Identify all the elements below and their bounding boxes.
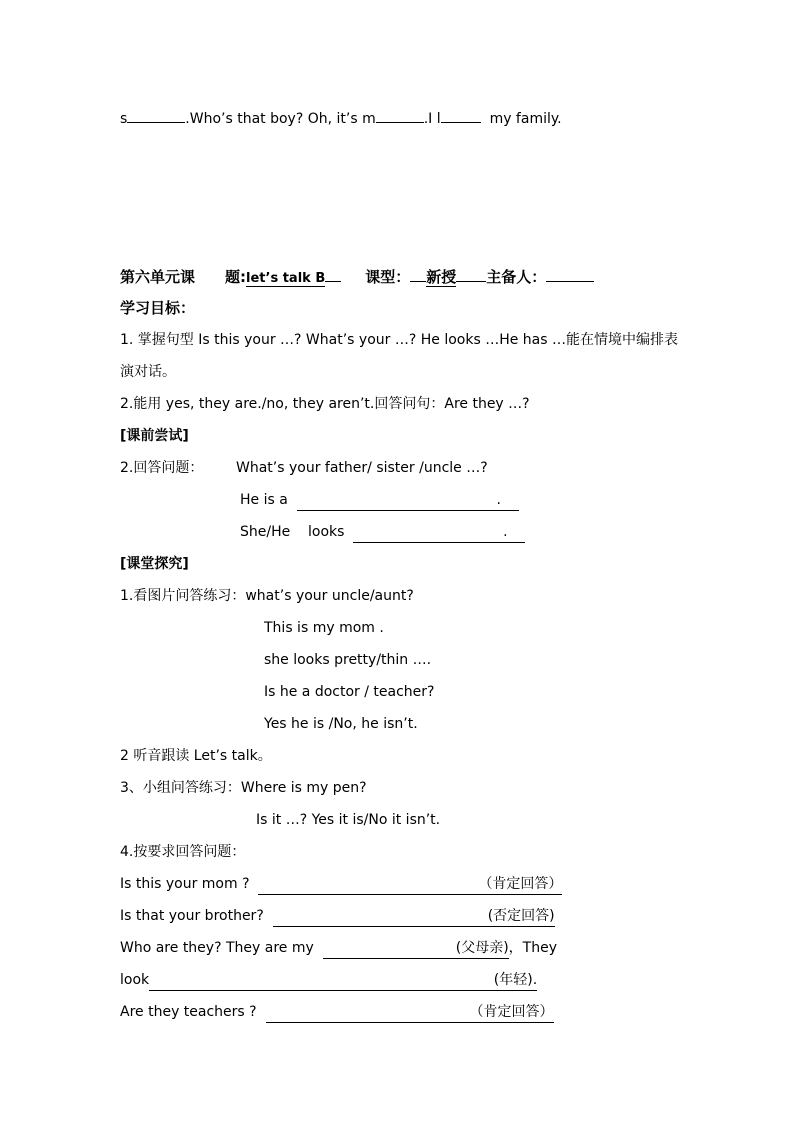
q3-hint: (父母亲) — [455, 940, 509, 956]
q2-text: Is that your brother? — [120, 908, 264, 924]
top-prefix: s — [120, 111, 128, 127]
blank[interactable] — [441, 107, 481, 123]
explore-item-1-label: 1.看图片问答练习： — [120, 588, 246, 604]
topic-value: let’s talk B — [246, 271, 326, 286]
explore-heading: [课堂探究] — [120, 556, 189, 572]
q1-text: Is this your mom ? — [120, 876, 250, 892]
period: . — [503, 524, 508, 540]
explore-item-2: 2 听音跟读 Let’s talk。 — [120, 748, 272, 764]
q3b-hint: (年轻). — [493, 972, 538, 988]
explore-item-1-question: what’s your uncle/aunt? — [245, 588, 414, 604]
answer-line-2 — [240, 522, 525, 543]
explore-item-3 — [120, 778, 367, 798]
period: . — [496, 492, 501, 508]
q3-after: ，They — [508, 940, 557, 956]
q3-text: Who are they? They are my — [120, 940, 314, 956]
explore-item-1 — [120, 586, 414, 606]
q1-hint: （肯定回答） — [478, 876, 563, 892]
top-mid2: .I l — [423, 111, 441, 127]
topic-label: 题: — [225, 268, 247, 286]
blank — [410, 266, 426, 282]
exercise-q1 — [120, 874, 562, 895]
top-fill-line — [120, 107, 562, 129]
dialog-line: This is my mom . — [264, 620, 384, 636]
explore-item-4-heading: 4.按要求回答问题： — [120, 844, 246, 860]
dialog-line: Yes he is /No, he isn’t. — [264, 716, 418, 732]
q4-hint: （肯定回答） — [469, 1004, 554, 1020]
dialog-line: she looks pretty/thin …. — [264, 652, 432, 668]
objective-1-cont: 演对话。 — [120, 364, 176, 380]
answer-line-1 — [240, 490, 519, 511]
pre-class-q-label: 2.回答问题： — [120, 460, 204, 476]
q3b-text: look — [120, 972, 150, 988]
q2-answer-blank[interactable] — [273, 906, 555, 927]
answer-2-prefix: She/He looks — [240, 524, 345, 540]
objectives-heading: 学习目标： — [120, 299, 196, 317]
pre-class-q-text: What’s your father/ sister /uncle …? — [236, 460, 488, 476]
q4-answer-blank[interactable] — [266, 1002, 554, 1023]
answer-1-blank[interactable] — [297, 490, 519, 511]
blank — [325, 266, 341, 282]
q3b-answer-blank[interactable] — [149, 970, 537, 991]
exercise-q2 — [120, 906, 555, 927]
unit-label: 第六单元课 — [120, 268, 196, 286]
exercise-q3-cont — [120, 970, 537, 991]
lesson-header — [120, 266, 594, 289]
blank[interactable] — [376, 107, 424, 123]
q4-text: Are they teachers ? — [120, 1004, 257, 1020]
objective-2: 2.能用 yes, they are./no, they aren’t.回答问句：Are they …? — [120, 396, 530, 412]
dialog-line: Is he a doctor / teacher? — [264, 684, 435, 700]
q2-hint: (否定回答) — [487, 908, 555, 924]
q3-answer-blank[interactable] — [323, 938, 509, 959]
blank — [456, 266, 486, 282]
exercise-q4 — [120, 1002, 554, 1023]
explore-item-3-question: Where is my pen? — [240, 780, 367, 796]
top-suffix: my family. — [489, 111, 562, 127]
explore-item-3-answer: Is it …? Yes it is/No it isn’t. — [256, 812, 441, 828]
pre-class-heading: [课前尝试] — [120, 428, 189, 444]
q1-answer-blank[interactable] — [258, 874, 562, 895]
type-label: 课型： — [365, 268, 411, 286]
answer-2-blank[interactable] — [353, 522, 525, 543]
preparer-label: 主备人： — [486, 268, 547, 286]
type-value: 新授 — [426, 268, 457, 286]
objective-1: 1. 掌握句型 Is this your …? What’s your …? He looks …He has …能在情境中编排表 — [120, 332, 678, 348]
blank[interactable] — [127, 107, 185, 123]
explore-item-3-label: 3、小组问答练习： — [120, 780, 241, 796]
top-mid: .Who’s that boy? Oh, it’s m — [185, 111, 376, 127]
answer-1-prefix: He is a — [240, 492, 288, 508]
exercise-q3 — [120, 938, 557, 959]
preparer-blank[interactable] — [546, 266, 594, 282]
pre-class-question — [120, 458, 488, 478]
